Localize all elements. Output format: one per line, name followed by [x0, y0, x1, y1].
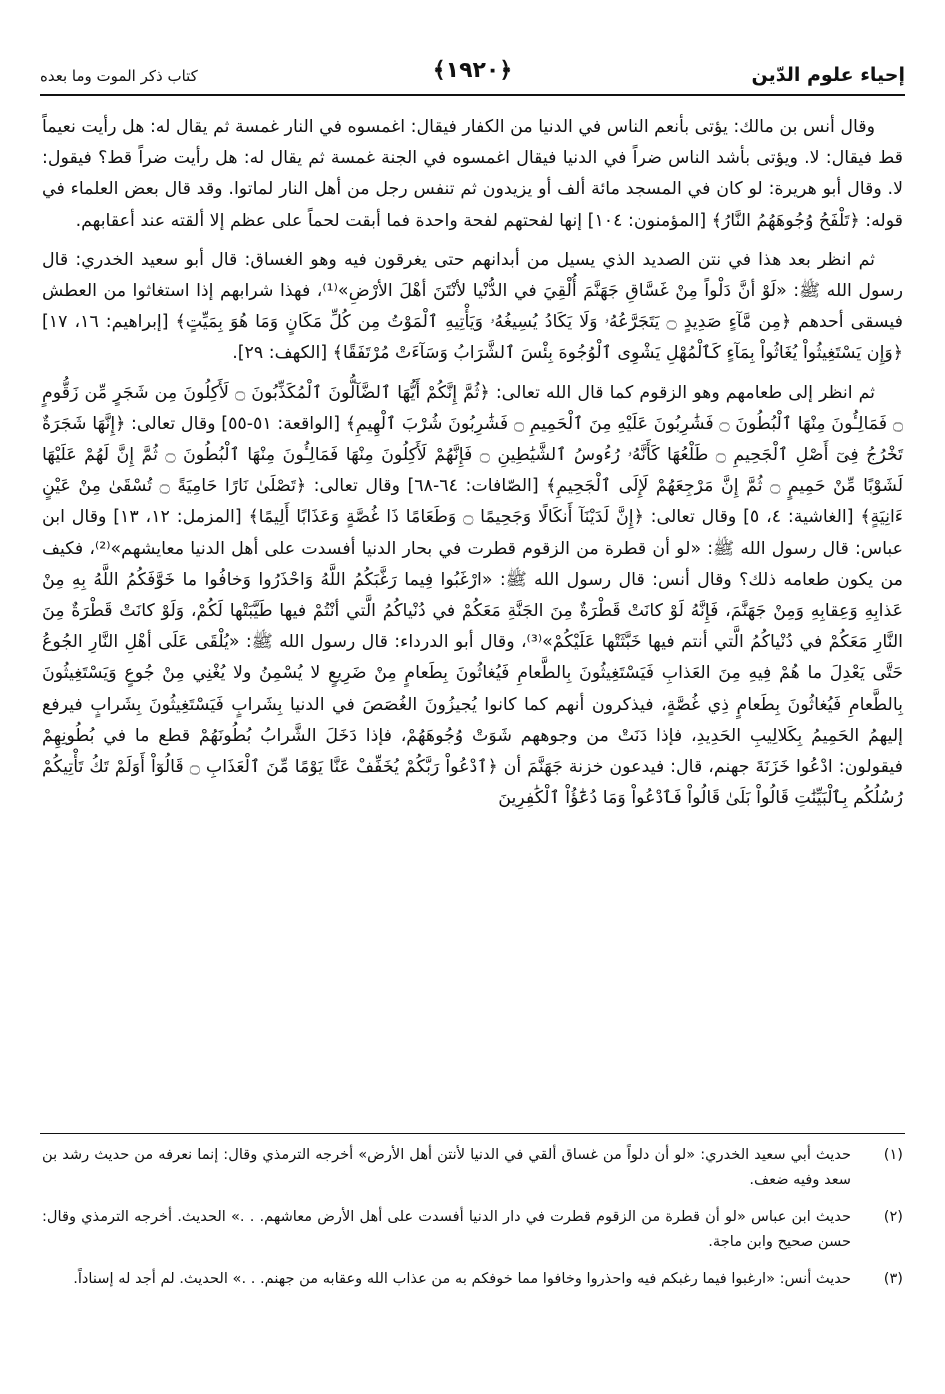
footnote-item	[42, 1142, 903, 1192]
footnote-divider	[40, 1133, 905, 1134]
page-header	[40, 52, 905, 92]
page-number: ﴿١٩٢٠﴾	[432, 58, 513, 83]
paragraph-anas: وقال أنس بن مالك: يؤتى بأنعم الناس في الدنيا من الكفار فيقال: اغمسوه في النار غمسة ثم يقال له: هل رأيت نعيماً قط فيقال: لا. ويؤتى بأشد الناس ضراً في الدنيا فيقال اغمسوه في الجنة غمسة ثم يقال له: هل رأيت ضراً قط؟ فيقول: لا. وقال أبو هريرة: لو كان في المسجد مائة ألف أو يزيدون ثم تنفس رجل من أهل النار لماتوا. وقد قال بعض العلماء في قوله: ﴿تَلْفَحُ وُجُوهَهُمُ النَّارُ﴾ [المؤمنون: ١٠٤] إنها لفحتهم لفحة واحدة فما أبقت لحماً على عظم إلا ألقته عند أعقابهم.	[42, 117, 903, 231]
footnote-text: حديث ابن عباس «لو أن قطرة من الزقوم قطرت في دار الدنيا أفسدت على أهل الأرض معاشهم. . .» الحديث. أخرجه الترمذي وقال: حسن صحيح وابن ماجة.	[42, 1208, 851, 1250]
header-divider	[40, 94, 905, 96]
chapter-title: كتاب ذكر الموت وما بعده	[40, 67, 198, 85]
book-title: إحياء علوم الدّين	[751, 64, 905, 86]
footnote-text: حديث أنس: «ارغبوا فيما رغبكم فيه واحذروا وخافوا مما خوفكم به من عذاب الله وعقابه من جهنم. . .» الحديث. لم أجد له إسناداً.	[73, 1270, 851, 1287]
footnote-number: (٢)	[883, 1208, 903, 1225]
footnote-item	[42, 1266, 903, 1291]
footnote-number: (١)	[883, 1146, 903, 1163]
footnotes	[42, 1142, 903, 1303]
footnote-number: (٣)	[883, 1270, 903, 1287]
main-text	[42, 112, 903, 822]
footnote-text: حديث أبي سعيد الخدري: «لو أن دلواً من غساق ألقي في الدنيا لأنتن أهل الأرض» أخرجه الترمذي وقال: إنما نعرفه من حديث رشد بن سعد وفيه ضعف.	[42, 1146, 851, 1188]
paragraph-zaqqum: ثم انظر إلى طعامهم وهو الزقوم كما قال الله تعالى: ﴿ثُمَّ إِنَّكُمْ أَيُّهَا ٱلضَّآلُّونَ ٱلْمُكَذِّبُونَ ۝ لَأَكِلُونَ مِن شَجَرٍ مِّن زَقُّومٍ ۝ فَمَالِـُٔونَ مِنْهَا ٱلْبُطُونَ ۝ فَشَٰرِبُونَ عَلَيْهِ مِنَ ٱلْحَمِيمِ ۝ فَشَٰرِبُونَ شُرْبَ ٱلْهِيمِ﴾ [الواقعة: ٥١-٥٥] وقال تعالى: ﴿إِنَّهَا شَجَرَةٌ تَخْرُجُ فِىٓ أَصْلِ ٱلْجَحِيمِ ۝ طَلْعُهَا كَأَنَّهُۥ رُءُوسُ ٱلشَّيَٰطِينِ ۝ فَإِنَّهُمْ لَأَكِلُونَ مِنْهَا فَمَالِـُٔونَ مِنْهَا ٱلْبُطُونَ ۝ ثُمَّ إِنَّ لَهُمْ عَلَيْهَا لَشَوْبًا مِّنْ حَمِيمٍ ۝ ثُمَّ إِنَّ مَرْجِعَهُمْ لَإِلَى ٱلْجَحِيمِ﴾ [الصّافات: ٦٤-٦٨] وقال تعالى: ﴿تَصْلَىٰ نَارًا حَامِيَةً ۝ تُسْقَىٰ مِنْ عَيْنٍ ءَانِيَةٍ﴾ [الغاشية: ٤، ٥] وقال تعالى: ﴿إِنَّ لَدَيْنَآ أَنكَالًا وَجَحِيمًا ۝ وَطَعَامًا ذَا غُصَّةٍ وَعَذَابًا أَلِيمًا﴾ [المزمل: ١٢، ١٣] وقال ابن عباس: قال رسول الله ﷺ: «لو أن قطرة من الزقوم قطرت في بحار الدنيا أفسدت على أهل الدنيا معايشهم»⁽²⁾، فكيف من يكون طعامه ذلك؟ وقال أنس: قال رسول الله ﷺ: «ارْغَبُوا فِيما رَغَّبَكُمُ اللَّهُ وَاحْذَرُوا وَخافُوا ما خَوَّفَكُمُ اللَّهُ بِهِ مِنْ عَذابِهِ وَعِقابِهِ وَمِنْ جَهَنَّمَ، فَإِنَّهُ لَوْ كانَتْ قَطْرَةٌ مِنَ الجَنَّةِ مَعَكُمْ في دُنْياكُمُ الَّتي أنْتُمْ فيها طَيَّبَتْها لَكُمْ، وَلَوْ كانَتْ قَطْرَةٌ مِنَ النَّارِ مَعَكُمْ في دُنْياكُمُ الَّتي أنتم فيها خَبَّثَتْها عَلَيْكُمْ»⁽³⁾، وقال أبو الدرداء: قال رسول الله ﷺ: «يُلْقَى عَلَى أهْلِ النَّارِ الجُوعُ حَتَّى يَعْدِلَ ما هُمْ فِيهِ مِنَ العَذابِ فَيَسْتَغِيثُونَ بِالطَّعامِ فَيُغاثُونَ بِطَعامٍ مِنْ ضَرِيعٍ لا يُسْمِنُ ولا يُغْنِي مِنْ جُوعٍ وَيَسْتَغِيثُونَ بِالطَّعامِ فَيُغاثُونَ بِطَعامٍ ذِي غُصَّةٍ، فيذكرون أنهم كما كانوا يُجيزُونَ الغُصَصَ في الدنيا بِشَرابٍ فَيَسْتَغِيثُونَ بِشَرابٍ فيرفع إليهمُ الحَمِيمُ بِكَلالِيبِ الحَدِيدِ، فإذا دَنَتْ من وجوههم شَوَتْ وُجُوهَهُمْ، فإذا دَخَلَ الشَّرابُ بُطُونَهُمْ قطع ما في بُطُونِهِمْ فيقولون: ادْعُوا خَزَنَةَ جهنم، قال: فيدعون خزنة جَهَنَّمَ أن ﴿ٱدْعُواْ رَبَّكُمْ يُخَفِّفْ عَنَّا يَوْمًا مِّنَ ٱلْعَذَابِ ۝ قَالُوٓاْ أَوَلَمْ تَكُ تَأْتِيكُمْ رُسُلُكُم بِٱلْبَيِّنَٰتِ قَالُواْ بَلَىٰ قَالُواْ فَٱدْعُواْ وَمَا دُعَٰٓؤُاْ ٱلْكَٰفِرِينَ	[42, 382, 904, 809]
paragraph-ghassaq: ثم انظر بعد هذا في نتن الصديد الذي يسيل من أبدانهم حتى يغرقون فيه وهو الغساق: قال أبو سعيد الخدري: قال رسول الله ﷺ: «لَوْ أنَّ دَلْواً مِنْ غَسَّاقِ جَهَنَّمَ أُلْقِيَ في الدُّنْيا لأنْتَنَ أهْلَ الأرْضِ»⁽¹⁾، فهذا شرابهم إذا استغاثوا من العطش فيسقى أحدهم ﴿مِن مَّآءٍ صَدِيدٍ ۝ يَتَجَرَّعُهُۥ وَلَا يَكَادُ يُسِيغُهُۥ وَيَأْتِيهِ ٱلْمَوْتُ مِن كُلِّ مَكَانٍ وَمَا هُوَ بِمَيِّتٍ﴾ [إبراهيم: ١٦، ١٧] ﴿وَإِن يَسْتَغِيثُواْ يُغَاثُواْ بِمَآءٍ كَٱلْمُهْلِ يَشْوِى ٱلْوُجُوهَ بِئْسَ ٱلشَّرَابُ وَسَآءَتْ مُرْتَفَقًا﴾ [الكهف: ٢٩].	[42, 249, 903, 364]
footnote-item	[42, 1204, 903, 1254]
